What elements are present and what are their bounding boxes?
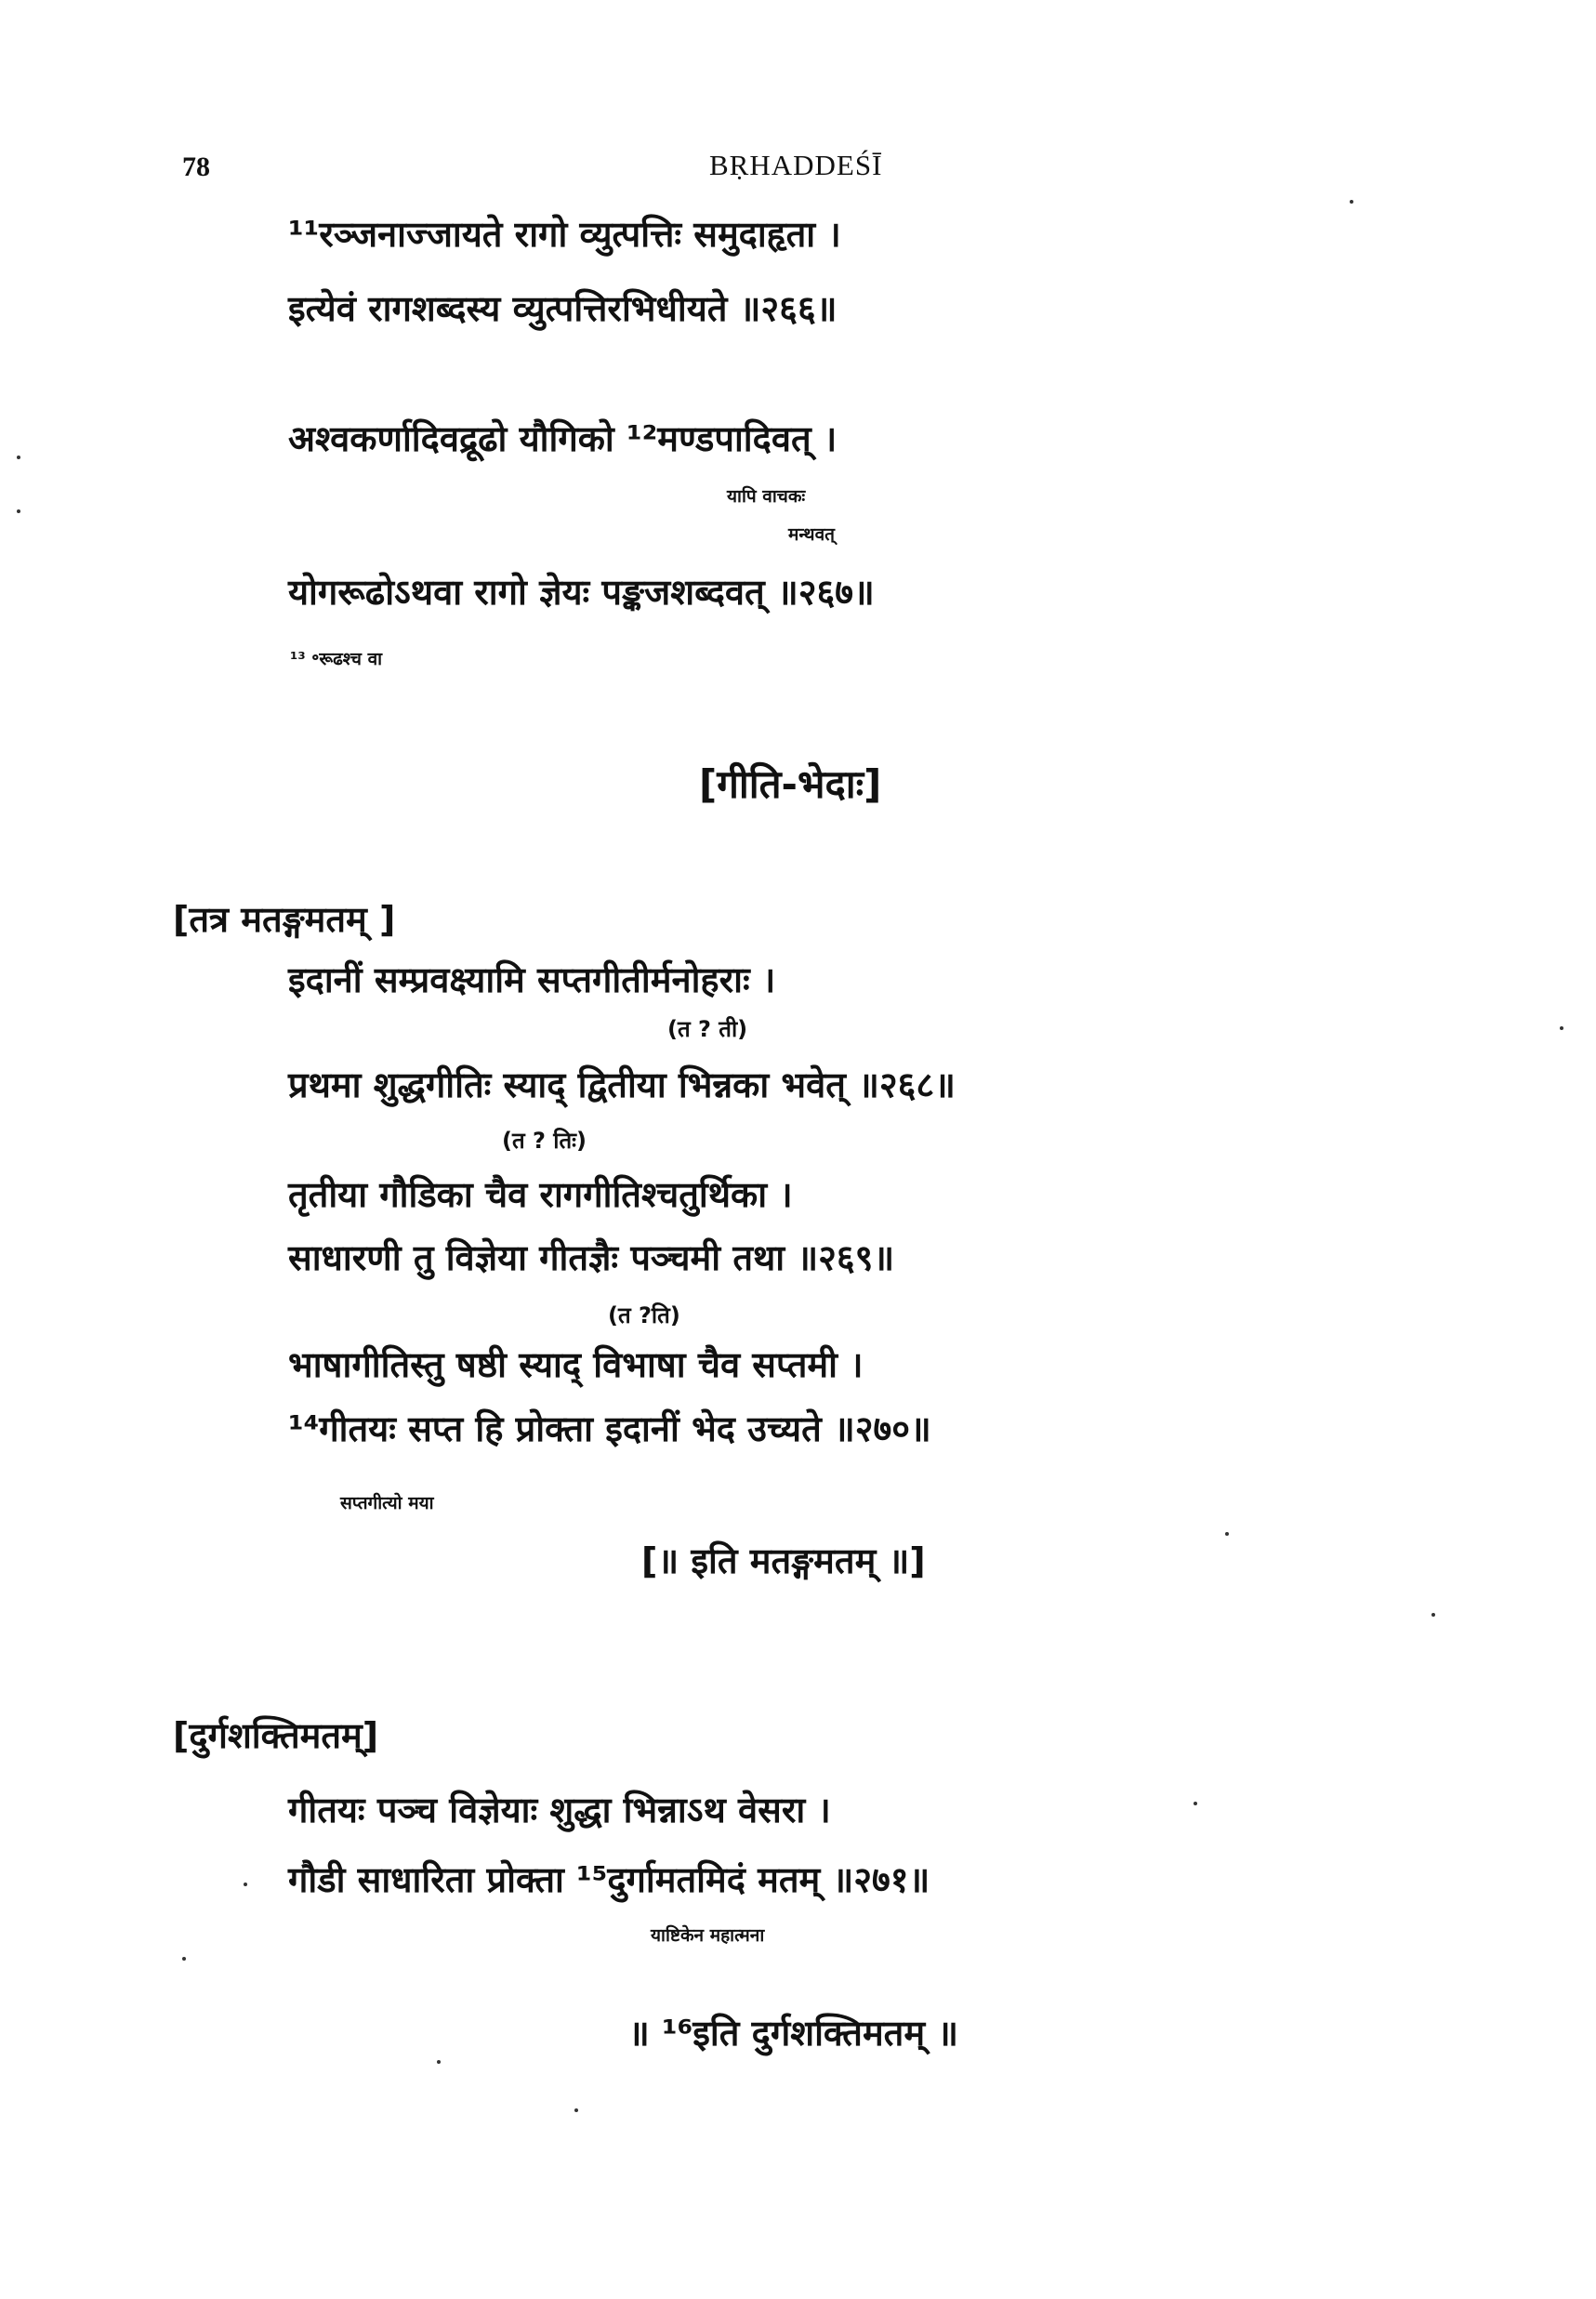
variant-reading: (त ? तिः) bbox=[502, 1128, 587, 1154]
verse-line: गीतयः पञ्च विज्ञेयाः शुद्धा भिन्नाऽथ वेसरा । bbox=[288, 1790, 831, 1830]
verse-line: अश्वकर्णादिवद्रूढो यौगिको ¹²मण्डपादिवत् । bbox=[288, 418, 838, 459]
page-number: 78 bbox=[182, 152, 210, 182]
verse-line: साधारणी तु विज्ञेया गीतज्ञैः पञ्चमी तथा ॥२६९॥ bbox=[288, 1237, 895, 1278]
scan-speck bbox=[1431, 1613, 1435, 1617]
variant-reading: मन्थवत् bbox=[788, 524, 835, 545]
variant-reading: याष्टिकेन महात्मना bbox=[651, 1925, 765, 1946]
subsection-title: [तत्र मतङ्गमतम् ] bbox=[173, 899, 396, 940]
variant-reading: सप्तगीत्यो मया bbox=[340, 1493, 434, 1513]
verse-line: इदानीं सम्प्रवक्ष्यामि सप्तगीतीर्मनोहराः । bbox=[288, 959, 776, 1000]
verse-line: गौडी साधारिता प्रोक्ता ¹⁵दुर्गामतमिदं मतम् ॥२७१॥ bbox=[288, 1859, 930, 1900]
scan-speck bbox=[17, 456, 20, 459]
scan-speck bbox=[437, 2060, 441, 2064]
running-title: BṚHADDEŚĪ bbox=[709, 149, 883, 181]
verse-line: इत्येवं रागशब्दस्य व्युत्पत्तिरभिधीयते ॥२६६॥ bbox=[288, 288, 838, 329]
scan-speck bbox=[1560, 1026, 1563, 1030]
scan-speck bbox=[1225, 1532, 1229, 1536]
scan-speck bbox=[182, 1957, 186, 1961]
variant-reading: (त ? ती) bbox=[667, 1016, 748, 1042]
verse-line: भाषागीतिस्तु षष्ठी स्याद् विभाषा चैव सप्तमी । bbox=[288, 1344, 864, 1385]
footnote: ¹³ ॰रूढश्च वा bbox=[290, 649, 383, 669]
verse-line: तृतीया गौडिका चैव रागगीतिश्चतुर्थिका । bbox=[288, 1174, 793, 1215]
section-heading: [गीति-भेदाः] bbox=[699, 761, 882, 807]
scan-speck bbox=[244, 1883, 247, 1886]
section-closing: ॥ ¹⁶इति दुर्गशक्तिमतम् ॥ bbox=[628, 2013, 959, 2054]
subsection-title: [दुर्गशक्तिमतम्] bbox=[173, 1715, 379, 1756]
scan-speck bbox=[17, 509, 20, 513]
variant-reading: (त ?ति) bbox=[608, 1302, 680, 1328]
scan-speck bbox=[1350, 200, 1353, 204]
verse-line: ¹⁴गीतयः सप्त हि प्रोक्ता इदानीं भेद उच्यते ॥२७०॥ bbox=[288, 1408, 931, 1449]
scan-speck bbox=[1194, 1802, 1197, 1805]
verse-line: योगरूढोऽथवा रागो ज्ञेयः पङ्कजशब्दवत् ॥२६७॥ bbox=[288, 572, 875, 613]
verse-line: ¹¹रञ्जनाज्जायते रागो व्युत्पत्तिः समुदाहृता । bbox=[288, 214, 841, 255]
scan-speck bbox=[574, 2108, 578, 2112]
verse-line: प्रथमा शुद्धगीतिः स्याद् द्वितीया भिन्नका भवेत् ॥२६८॥ bbox=[288, 1064, 956, 1105]
section-closing: [॥ इति मतङ्गमतम् ॥] bbox=[641, 1540, 926, 1581]
variant-reading: यापि वाचकः bbox=[727, 486, 806, 507]
